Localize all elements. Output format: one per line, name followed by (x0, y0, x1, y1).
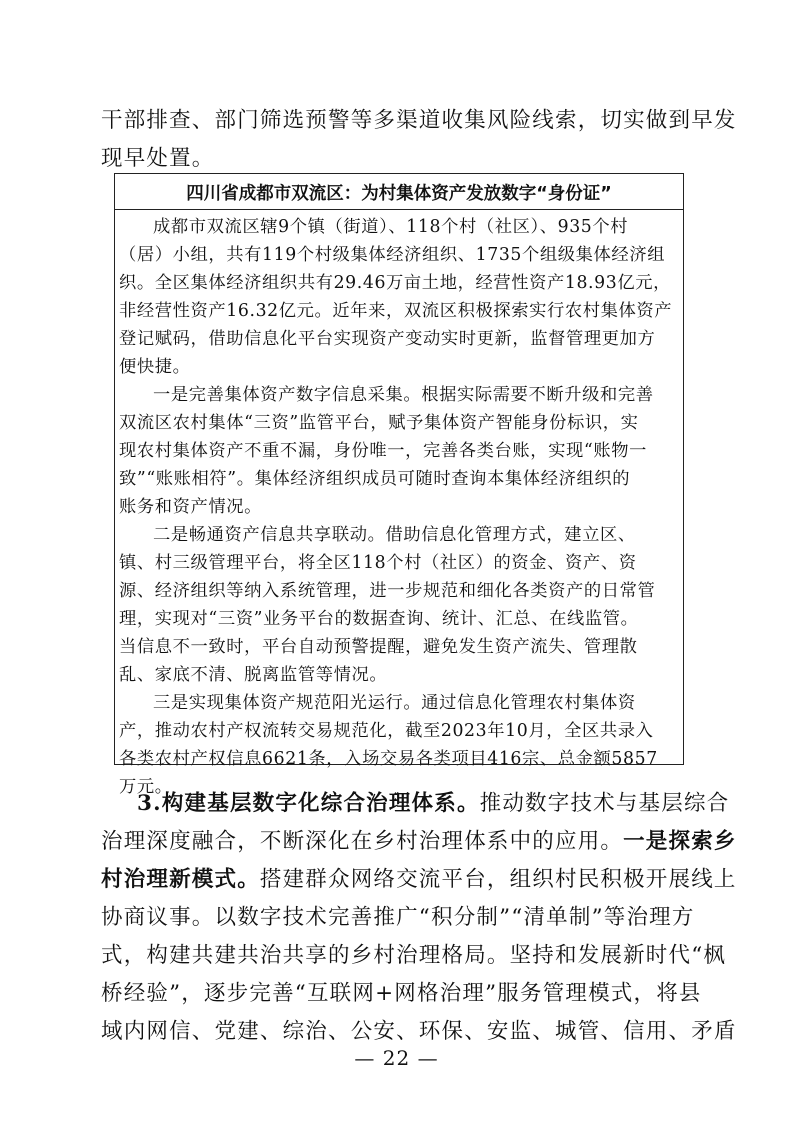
case-box-line: 成都市双流区辖9个镇（街道）、118个村（社区）、935个村 (153, 217, 629, 237)
case-box-title: 四川省成都市双流区：为村集体资产发放数字“身份证” (186, 184, 612, 204)
section-first-line (137, 786, 729, 817)
bold-lead-in: 一是探索乡 (623, 829, 737, 854)
case-box-line: 现农村集体资产不重不漏，身份唯一，完善各类台账，实现“账物一 (119, 441, 647, 461)
case-box-line: 理，实现对“三资”业务平台的数据查询、统计、汇总、在线监管。 (119, 609, 639, 629)
case-box-line: 各类农村产权信息6621条，入场交易各类项目416宗、总金额5857 (119, 749, 658, 769)
case-box-line: 织。全区集体经济组织共有29.46万亩土地，经营性资产18.93亿元， (119, 273, 671, 293)
case-box-line: 三是实现集体资产规范阳光运行。通过信息化管理农村集体资 (153, 693, 636, 713)
body-text-line: 干部排查、部门筛选预警等多渠道收集风险线索，切实做到早发 (101, 108, 737, 133)
case-box-line: 乱、家底不清、脱离监管等情况。 (119, 665, 388, 685)
case-box-line: 便快捷。 (119, 357, 191, 377)
bold-lead-in: 村治理新模式。 (101, 867, 260, 892)
body-text-line: 协商议事。以数字技术完善推广“积分制”“清单制”等治理方 (101, 905, 695, 930)
body-text-line: 域内网信、党建、综治、公安、环保、安监、城管、信用、矛盾 (101, 1019, 737, 1044)
case-box-line: 当信息不一致时，平台自动预警提醒，避免发生资产流失、管理散 (119, 637, 638, 657)
case-box-header (115, 174, 683, 210)
case-box-line: 双流区农村集体“三资”监管平台，赋予集体资产智能身份标识，实 (119, 413, 639, 433)
body-text-span: 搭建群众网络交流平台，组织村民积极开展线上 (259, 867, 737, 892)
case-box-line: 登记赋码，借助信息化平台实现资产变动实时更新，监督管理更加方 (119, 329, 656, 349)
case-box-line: （居）小组，共有119个村级集体经济组织、1735个组级集体经济组 (119, 245, 666, 265)
body-text-line (101, 824, 737, 855)
body-text-line (101, 862, 737, 893)
body-text-line: 现早处置。 (101, 146, 215, 171)
page-number: — 22 — (354, 1046, 439, 1070)
body-text-line: 桥经验”，逐步完善“互联网+网格治理”服务管理模式，将县 (101, 981, 702, 1006)
case-box-line: 一是完善集体资产数字信息采集。根据实际需要不断升级和完善 (153, 385, 654, 405)
case-box-line: 万元。 (119, 777, 173, 797)
body-text-span: 推动数字技术与基层综合 (479, 791, 730, 816)
case-box-line: 镇、村三级管理平台，将全区118个村（社区）的资金、资产、资 (119, 553, 637, 573)
section-heading: 3.构建基层数字化综合治理体系。 (137, 791, 480, 816)
case-box-line: 源、经济组织等纳入系统管理，进一步规范和细化各类资产的日常管 (119, 581, 656, 601)
case-box-line: 产，推动农村产权流转交易规范化，截至2023年10月，全区共录入 (119, 721, 654, 741)
body-text-line: 式，构建共建共治共享的乡村治理格局。坚持和发展新时代“枫 (101, 943, 727, 968)
case-box-line: 非经营性资产16.32亿元。近年来，双流区积极探索实行农村集体资产 (119, 301, 673, 321)
case-box-line: 致”“账账相符”。集体经济组织成员可随时查询本集体经济组织的 (119, 469, 631, 489)
case-box-line: 账务和资产情况。 (119, 497, 263, 517)
body-text-span: 治理深度融合，不断深化在乡村治理体系中的应用。 (101, 829, 624, 854)
case-box-line: 二是畅通资产信息共享联动。借助信息化管理方式，建立区、 (153, 525, 636, 545)
